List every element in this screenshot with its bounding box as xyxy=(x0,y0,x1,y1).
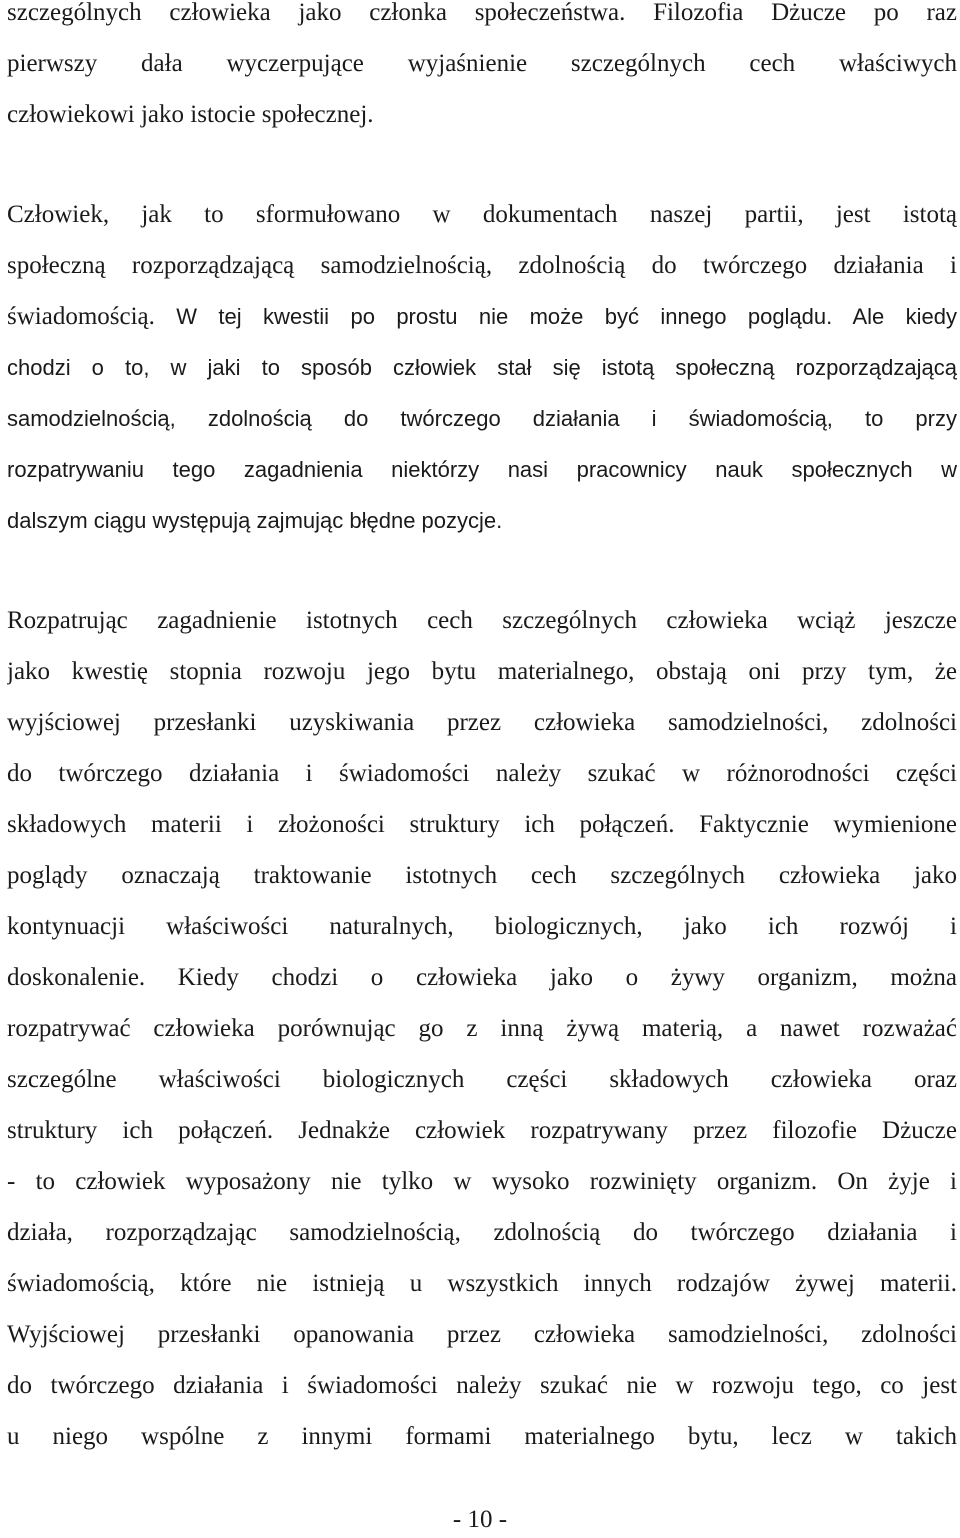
text-line: składowych materii i złożoności struktury ich połączeń. Faktycznie wymienione xyxy=(7,811,957,838)
text-line: dalszym ciągu występują zajmując błędne pozycje. xyxy=(7,508,503,533)
paragraph-2 xyxy=(7,189,957,546)
text-line: u niego wspólne z innymi formami materialnego bytu, lecz w takich xyxy=(7,1423,957,1450)
text-segment: świadomością. xyxy=(7,303,155,330)
text-line: - to człowiek wyposażony nie tylko w wysoko rozwinięty organizm. On żyje i xyxy=(7,1168,957,1195)
text-line: działa, rozporządzając samodzielnością, zdolnością do twórczego działania i xyxy=(7,1219,957,1246)
text-line: struktury ich połączeń. Jednakże człowiek rozpatrywany przez filozofie Dżucze xyxy=(7,1117,957,1144)
text-line: szczególnych człowieka jako członka społeczeństwa. Filozofia Dżucze po raz xyxy=(7,0,957,26)
text-line-mixed xyxy=(7,291,957,342)
text-line: pierwszy dała wyczerpujące wyjaśnienie szczególnych cech właściwych xyxy=(7,50,957,77)
text-line: doskonalenie. Kiedy chodzi o człowieka jako o żywy organizm, można xyxy=(7,964,957,991)
text-line: samodzielnością, zdolnością do twórczego działania i świadomością, to przy xyxy=(7,406,957,431)
paragraph-1 xyxy=(7,0,957,140)
paragraph-3 xyxy=(7,595,957,1462)
text-line: kontynuacji właściwości naturalnych, biologicznych, jako ich rozwój i xyxy=(7,913,957,940)
text-line: Rozpatrując zagadnienie istotnych cech szczególnych człowieka wciąż jeszcze xyxy=(7,607,957,634)
text-line: człowiekowi jako istocie społecznej. xyxy=(7,101,374,128)
text-line: szczególne właściwości biologicznych części składowych człowieka oraz xyxy=(7,1066,957,1093)
text-segment-sans: W tej kwestii po prostu nie może być innego poglądu. xyxy=(154,304,833,329)
text-line: poglądy oznaczają traktowanie istotnych cech szczególnych człowieka jako xyxy=(7,862,957,889)
text-line: chodzi o to, w jaki to sposób człowiek stał się istotą społeczną rozporządzającą xyxy=(7,355,957,380)
text-line: jako kwestię stopnia rozwoju jego bytu materialnego, obstają oni przy tym, że xyxy=(7,658,957,685)
text-line: Człowiek, jak to sformułowano w dokumentach naszej partii, jest istotą xyxy=(7,201,957,228)
page-number: - 10 - xyxy=(452,1506,508,1533)
text-line: do twórczego działania i świadomości należy szukać nie w rozwoju tego, co jest xyxy=(7,1372,957,1399)
text-line: społeczną rozporządzającą samodzielnością, zdolnością do twórczego działania i xyxy=(7,252,957,279)
text-line: świadomością, które nie istnieją u wszystkich innych rodzajów żywej materii. xyxy=(7,1270,957,1297)
text-line: Wyjściowej przesłanki opanowania przez człowieka samodzielności, zdolności xyxy=(7,1321,957,1348)
text-line: do twórczego działania i świadomości należy szukać w różnorodności części xyxy=(7,760,957,787)
text-line: wyjściowej przesłanki uzyskiwania przez człowieka samodzielności, zdolności xyxy=(7,709,957,736)
text-line: rozpatrywaniu tego zagadnienia niektórzy nasi pracownicy nauk społecznych w xyxy=(7,457,957,482)
text-line: rozpatrywać człowieka porównując go z inną żywą materią, a nawet rozważać xyxy=(7,1015,957,1042)
text-segment-sans: Ale kiedy xyxy=(832,304,957,329)
